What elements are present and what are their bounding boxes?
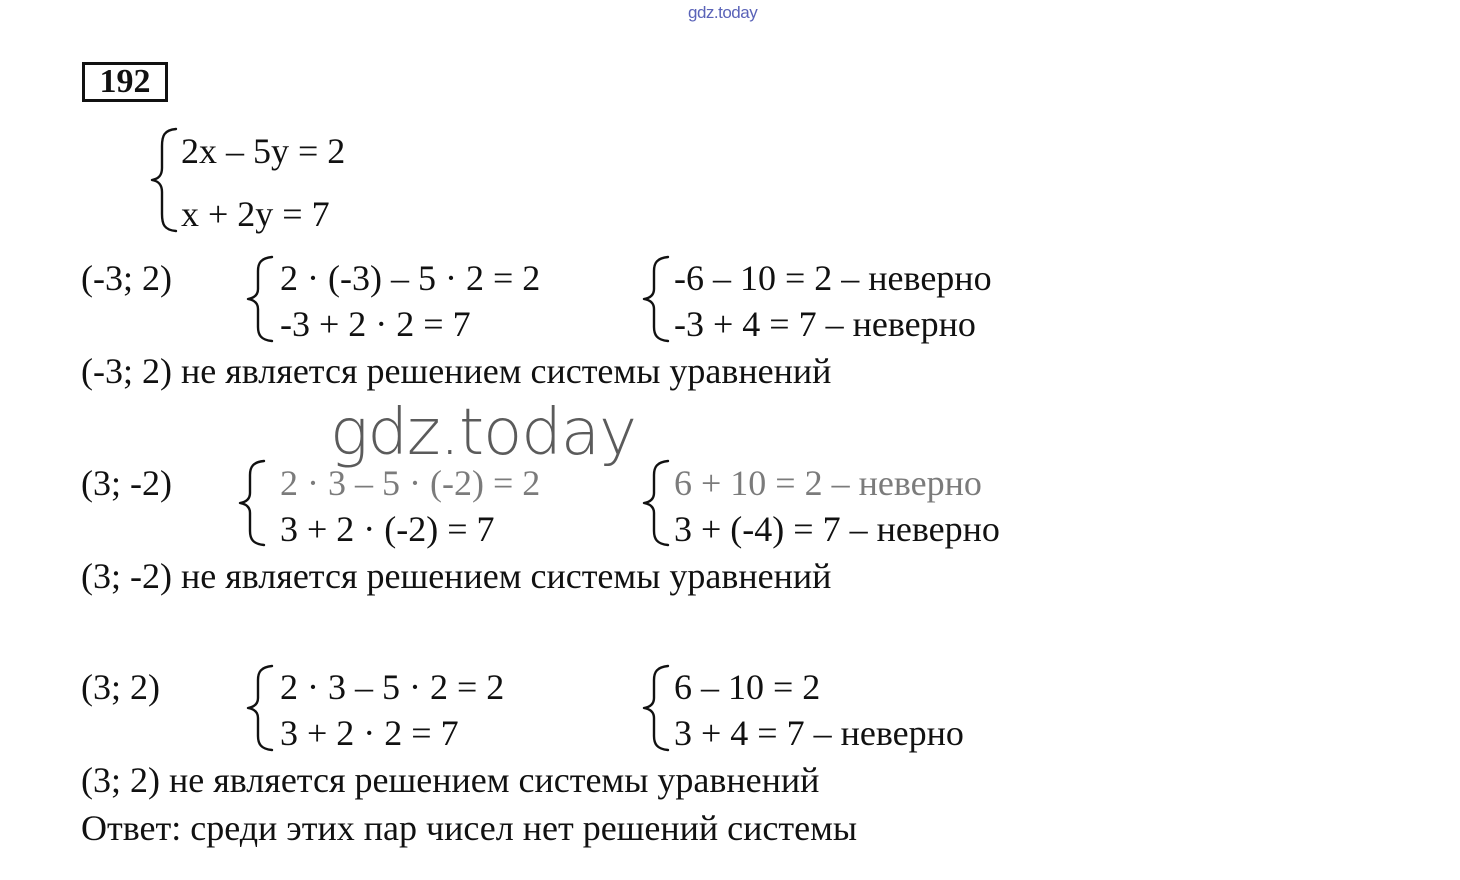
watermark-top: gdz.today: [688, 3, 758, 22]
substitution-line-1: 2 · 3 – 5 · 2 = 2: [280, 667, 505, 707]
system-brace: [148, 126, 182, 234]
problem-number: 192: [99, 63, 151, 100]
substitution-brace: [244, 254, 276, 344]
system-equation-2: x + 2y = 7: [181, 194, 330, 234]
substitution-line-1: 2 · 3 – 5 · (-2) = 2: [280, 463, 541, 503]
substitution-line-2: 3 + 2 · 2 = 7: [280, 713, 459, 753]
check-conclusion: (-3; 2) не является решением системы уравнений: [81, 351, 832, 391]
system-equation-1: 2x – 5y = 2: [181, 131, 346, 171]
evaluation-line-2: 3 + (-4) = 7 – неверно: [674, 509, 1000, 549]
substitution-brace: [236, 458, 268, 548]
evaluation-line-2: -3 + 4 = 7 – неверно: [674, 304, 976, 344]
evaluation-brace: [640, 458, 672, 548]
substitution-brace: [244, 663, 276, 753]
check-pair-label: (-3; 2): [81, 258, 172, 298]
check-pair-label: (3; 2): [81, 667, 160, 707]
evaluation-line-1: -6 – 10 = 2 – неверно: [674, 258, 992, 298]
check-pair-label: (3; -2): [81, 463, 172, 503]
evaluation-line-2: 3 + 4 = 7 – неверно: [674, 713, 964, 753]
check-conclusion: (3; 2) не является решением системы уравнений: [81, 760, 820, 800]
check-conclusion: (3; -2) не является решением системы уравнений: [81, 556, 832, 596]
evaluation-brace: [640, 663, 672, 753]
problem-number-box: [82, 62, 168, 102]
evaluation-brace: [640, 254, 672, 344]
answer-text: Ответ: среди этих пар чисел нет решений системы: [81, 808, 858, 848]
evaluation-line-1: 6 + 10 = 2 – неверно: [674, 463, 982, 503]
substitution-line-1: 2 · (-3) – 5 · 2 = 2: [280, 258, 541, 298]
watermark-center: gdz.today: [330, 396, 636, 470]
evaluation-line-1: 6 – 10 = 2: [674, 667, 821, 707]
substitution-line-2: -3 + 2 · 2 = 7: [280, 304, 471, 344]
substitution-line-2: 3 + 2 · (-2) = 7: [280, 509, 495, 549]
